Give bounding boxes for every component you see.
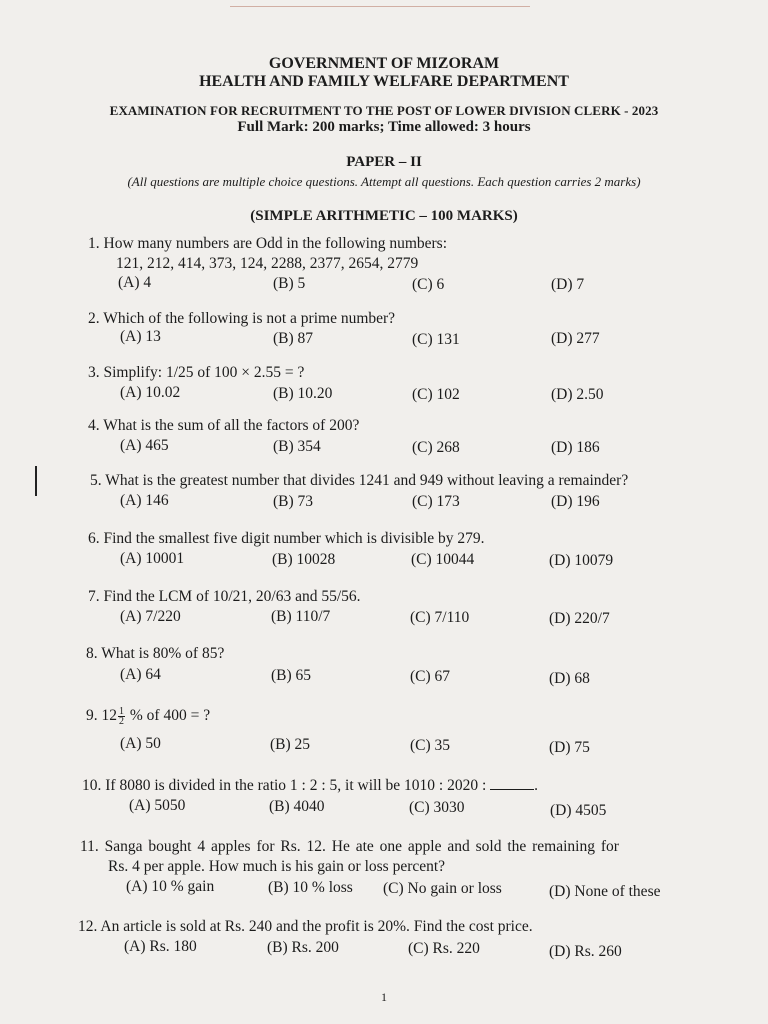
header-exam-title: EXAMINATION FOR RECRUITMENT TO THE POST OF LOWER DIVISION CLERK - 2023 (109, 103, 659, 118)
option-a: (A) 5050 (129, 797, 186, 814)
option-c: (C) No gain or loss (383, 880, 502, 897)
question-text: 6. Find the smallest five digit number which is divisible by 279. (88, 530, 485, 547)
question-text: 4. What is the sum of all the factors of 200? (88, 417, 360, 434)
option-a: (A) 13 (120, 328, 161, 345)
page-edge-line (230, 6, 530, 7)
question-text: 8. What is 80% of 85? (86, 645, 225, 662)
fraction-one-half (118, 707, 125, 726)
question-text: 5. What is the greatest number that divides 1241 and 949 without leaving a remainder? (90, 472, 629, 489)
question-text (82, 777, 538, 795)
question-text-prefix: 9. 12 (86, 707, 117, 725)
question-text: 3. Simplify: 1/25 of 100 × 2.55 = ? (88, 364, 305, 381)
option-d: (D) 68 (549, 670, 590, 687)
question-text: 1. How many numbers are Odd in the following numbers: (88, 235, 448, 252)
option-b: (B) 65 (271, 667, 312, 684)
option-c: (C) 67 (410, 668, 451, 685)
margin-pen-mark (35, 466, 37, 496)
option-b: (B) 4040 (269, 798, 325, 815)
option-a: (A) 10001 (120, 550, 185, 567)
paper-title: PAPER – II (346, 154, 422, 170)
option-a: (A) 10.02 (120, 384, 181, 401)
option-d: (D) 4505 (550, 802, 607, 819)
header-marks-time: Full Mark: 200 marks; Time allowed: 3 hours (237, 119, 531, 135)
option-d: (D) 10079 (549, 552, 614, 569)
header-government: GOVERNMENT OF MIZORAM (268, 55, 500, 72)
page-number: 1 (381, 990, 387, 1004)
option-c: (C) 35 (410, 737, 451, 754)
question-text-main: 10. If 8080 is divided in the ratio 1 : 2 : 5, it will be 1010 : 2020 : (82, 777, 487, 794)
option-d: (D) 186 (551, 439, 600, 456)
option-a: (A) 146 (120, 492, 169, 509)
option-b: (B) 10 % loss (268, 879, 353, 896)
question-text-line2: 121, 212, 414, 373, 124, 2288, 2377, 2654, 2779 (116, 255, 419, 272)
option-d: (D) 277 (551, 330, 600, 347)
option-d: (D) 7 (551, 276, 585, 293)
option-b: (B) 354 (273, 438, 321, 455)
question-text: 11. Sanga bought 4 apples for Rs. 12. He ate one apple and sold the remaining for (80, 838, 619, 855)
option-a: (A) Rs. 180 (124, 938, 197, 955)
option-b: (B) Rs. 200 (267, 939, 339, 956)
option-c: (C) Rs. 220 (408, 940, 480, 957)
option-d: (D) 2.50 (551, 386, 604, 403)
fraction-numerator: 1 (119, 706, 124, 717)
option-c: (C) 6 (412, 276, 445, 293)
answer-blank (490, 788, 534, 790)
option-a: (A) 7/220 (120, 608, 181, 625)
question-text: 7. Find the LCM of 10/21, 20/63 and 55/56. (88, 588, 361, 605)
paper-instructions: (All questions are multiple choice questions. Attempt all questions. Each question carries 2 marks) (127, 174, 641, 189)
option-d: (D) 220/7 (549, 610, 610, 627)
question-text: 2. Which of the following is not a prime number? (88, 310, 396, 327)
option-b: (B) 110/7 (271, 608, 331, 625)
option-b: (B) 25 (270, 736, 311, 753)
question-text (86, 707, 210, 726)
option-c: (C) 3030 (409, 799, 465, 816)
fraction-denominator: 2 (119, 716, 124, 727)
section-title: (SIMPLE ARITHMETIC – 100 MARKS) (250, 208, 518, 224)
option-c: (C) 10044 (411, 551, 475, 568)
header-department: HEALTH AND FAMILY WELFARE DEPARTMENT (199, 73, 569, 90)
option-c: (C) 173 (412, 493, 460, 510)
option-a: (A) 10 % gain (126, 878, 215, 895)
option-d: (D) 75 (549, 739, 590, 756)
option-c: (C) 102 (412, 386, 460, 403)
option-d: (D) None of these (549, 883, 661, 900)
option-c: (C) 268 (412, 439, 460, 456)
question-text: 12. An article is sold at Rs. 240 and the profit is 20%. Find the cost price. (78, 918, 533, 935)
option-b: (B) 87 (273, 330, 314, 347)
option-a: (A) 50 (120, 735, 161, 752)
option-b: (B) 5 (273, 275, 306, 292)
option-a: (A) 465 (120, 437, 169, 454)
option-a: (A) 64 (120, 666, 161, 683)
option-a: (A) 4 (118, 274, 152, 291)
option-d: (D) Rs. 260 (549, 943, 622, 960)
option-c: (C) 131 (412, 331, 460, 348)
option-b: (B) 73 (273, 493, 314, 510)
option-b: (B) 10028 (272, 551, 336, 568)
option-d: (D) 196 (551, 493, 600, 510)
question-text-end: . (534, 777, 539, 794)
question-text-suffix: % of 400 = ? (126, 707, 211, 725)
option-b: (B) 10.20 (273, 385, 333, 402)
question-text-line2: Rs. 4 per apple. How much is his gain or loss percent? (108, 858, 446, 875)
option-c: (C) 7/110 (410, 609, 470, 626)
